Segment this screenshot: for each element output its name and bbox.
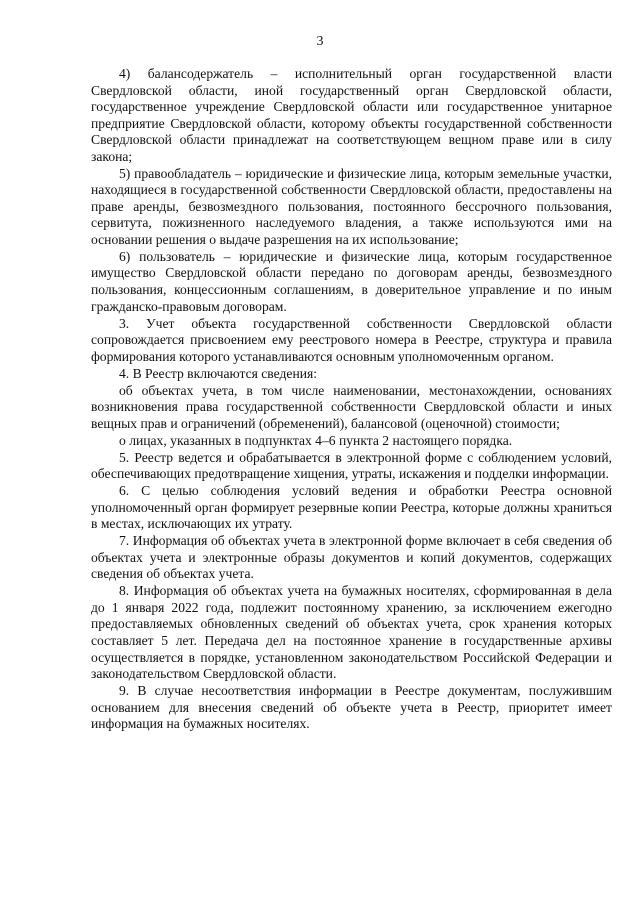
paragraph-item-6-user: 6) пользователь – юридические и физические лица, которым государственное имущество Свердловской области передано по договорам аренды, безвозмездного пользования, концессионным соглашениям, в доверительное управление и по иным гражданско-правовым договорам. bbox=[91, 248, 612, 314]
paragraph-clause-3: 3. Учет объекта государственной собственности Свердловской области сопровождается присвоением ему реестрового номера в Реестре, структура и правила формирования которого устанавливаются основным уполномоченным органом. bbox=[91, 315, 612, 364]
paragraph-clause-9: 9. В случае несоответствия информации в Реестре документам, послужившим основанием для внесения сведений об объекте учета в Реестр, приоритет имеет информация на бумажных носителях. bbox=[91, 683, 612, 732]
paragraph-clause-4: 4. В Реестр включаются сведения: bbox=[119, 365, 318, 381]
page-number: 3 bbox=[316, 34, 324, 49]
paragraph-item-5-rights-holder: 5) правообладатель – юридические и физические лица, которым земельные участки, находящиеся в государственной собственности Свердловской области, предоставлены на праве аренды, безвозмездного пользования, постоянного бессрочного пользования, сервитута, пожизненного наследуемого владения, а также используются ими на основании решения о выдаче разрешения на их использование; bbox=[91, 165, 612, 247]
paragraph-clause-8: 8. Информация об объектах учета на бумажных носителях, сформированная в дела до 1 января 2022 года, подлежит постоянному хранению, за исключением ежегодно предоставляемых обновленных сведений об объектах учета, срок хранения которых составляет 5 лет. Передача дел на постоянное хранение в государственные архивы осуществляется в порядке, установленном законодательством Российской Федерации и законодательством Свердловской области. bbox=[91, 583, 612, 682]
paragraph-clause-5: 5. Реестр ведется и обрабатывается в электронной форме с соблюдением условий, обеспечивающих предотвращение хищения, утраты, искажения и подделки информации. bbox=[91, 449, 612, 482]
document-body bbox=[91, 66, 612, 733]
paragraph-clause-7: 7. Информация об объектах учета в электронной форме включает в себя сведения об объектах учета и электронные образы документов и копий документов, содержащих сведения об объектах учета. bbox=[91, 533, 612, 582]
paragraph-clause-4-objects: об объектах учета, в том числе наименовании, местонахождении, основаниях возникновения права государственной собственности Свердловской области и иных вещных прав и ограничений (обременений), балансовой (оценочной) стоимости; bbox=[91, 382, 612, 431]
paragraph-item-4-balance-holder: 4) балансодержатель – исполнительный орган государственной власти Свердловской области, иной государственный орган Свердловской области, государственное учреждение Свердловской области или государственное унитарное предприятие Свердловской области, которому объекты государственной собственности Свердловской области принадлежат на соответствующем вещном праве или в силу закона; bbox=[91, 66, 612, 164]
paragraph-clause-4-persons: о лицах, указанных в подпунктах 4–6 пункта 2 настоящего порядка. bbox=[119, 432, 513, 448]
paragraph-clause-6: 6. С целью соблюдения условий ведения и обработки Реестра основной уполномоченный орган формирует резервные копии Реестра, которые должны храниться в местах, исключающих их утрату. bbox=[91, 483, 612, 532]
